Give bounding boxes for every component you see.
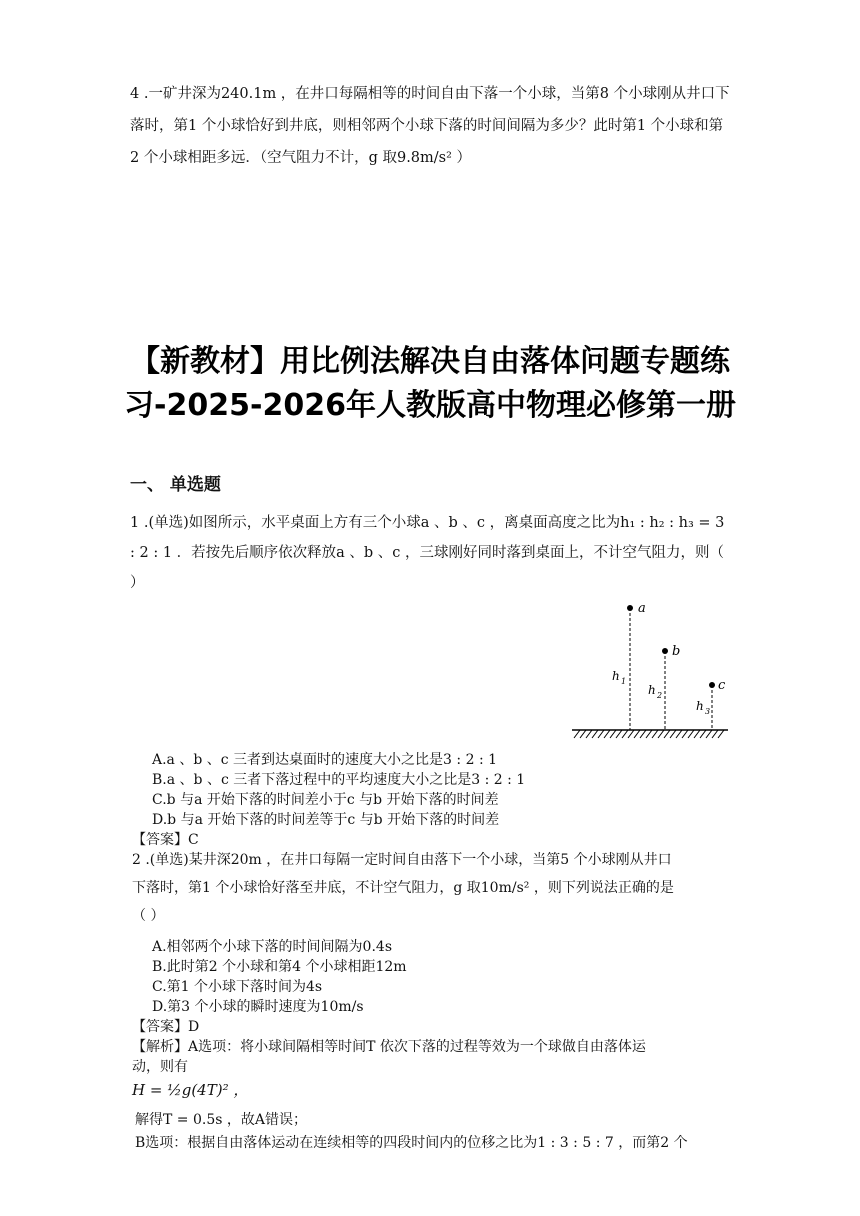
section-heading: 一、 单选题: [130, 475, 221, 495]
q2-analysis-line-4: B选项：根据自由落体运动在连续相等的四段时间内的位移之比为1 : 3 : 5 : 7 ，而第2 个: [135, 1135, 688, 1151]
ball-c-label: c: [718, 678, 726, 693]
height-1-sub: 1: [621, 677, 627, 686]
ball-a-label: a: [638, 601, 646, 616]
q2-option-b: B.此时第2 个小球和第4 个小球相距12m: [152, 959, 407, 975]
q2-stem-line-2: 下落时，第1 个小球恰好落至井底，不计空气阻力，g 取10m/s² ，则下列说法正确的是: [132, 880, 674, 896]
height-1-label: h: [612, 669, 620, 683]
q2-analysis-line-1: 【解析】A选项：将小球间隔相等时间T 依次下落的过程等效为一个球做自由落体运: [132, 1039, 646, 1055]
q1-option-b: B.a 、b 、c 三者下落过程中的平均速度大小之比是3 : 2 : 1: [152, 772, 526, 788]
height-3-sub: 3: [705, 707, 711, 716]
question-4-text: 4 .一矿井深为240.1m ，在井口每隔相等的时间自由下落一个小球，当第8 个小球刚从井口下落时，第1 个小球恰好到井底，则相邻两个小球下落的时间间隔为多少？此时第1 个小球和第2 个小球相距多远．（空气阻力不计，g 取9.8m/s² ）: [130, 86, 730, 166]
ball-b: [662, 648, 668, 654]
ball-a: [627, 605, 633, 611]
q1-option-d: D.b 与a 开始下落的时间差等于c 与b 开始下落的时间差: [152, 812, 500, 828]
q2-option-d: D.第3 个小球的瞬时速度为10m/s: [152, 999, 364, 1015]
ball-b-label: b: [672, 644, 681, 659]
q1-answer: 【答案】C: [132, 832, 199, 848]
height-3-label: h: [696, 699, 704, 713]
q1-option-a: A.a 、b 、c 三者到达桌面时的速度大小之比是3 : 2 : 1: [152, 752, 498, 768]
height-2-label: h: [648, 683, 656, 697]
height-2-sub: 2: [657, 691, 663, 700]
document-title: 【新教材】用比例法解决自由落体问题专题练习-2025-2026年人教版高中物理必修第一册: [124, 344, 736, 423]
q2-option-c: C.第1 个小球下落时间为4s: [152, 979, 323, 995]
q2-analysis-line-3: 解得T = 0.5s ，故A错误；: [135, 1112, 307, 1128]
q2-stem-line-1: 2 .(单选)某井深20m ，在井口每隔一定时间自由落下一个小球，当第5 个小球刚从井口: [132, 852, 672, 868]
q1-option-c: C.b 与a 开始下落的时间差小于c 与b 开始下落的时间差: [152, 792, 499, 808]
q2-option-a: A.相邻两个小球下落的时间间隔为0.4s: [152, 939, 393, 955]
q2-answer: 【答案】D: [132, 1019, 200, 1035]
q2-stem-line-3: （ ）: [132, 908, 165, 924]
ball-c: [709, 682, 715, 688]
falling-balls-figure: [560, 596, 740, 746]
table-hatching: [574, 730, 724, 738]
q2-formula: H = ½g(4T)² ，: [132, 1081, 249, 1099]
q2-analysis-line-2: 动，则有: [132, 1059, 188, 1075]
question-1-stem: 1 .(单选)如图所示，水平桌面上方有三个小球a 、b 、c ，离桌面高度之比为h₁ : h₂ : h₃ = 3 : 2 : 1 ．若按先后顺序依次释放a 、b 、c ，三球刚好同时落到桌面上，不计空气阻力，则（ ）: [130, 515, 725, 591]
